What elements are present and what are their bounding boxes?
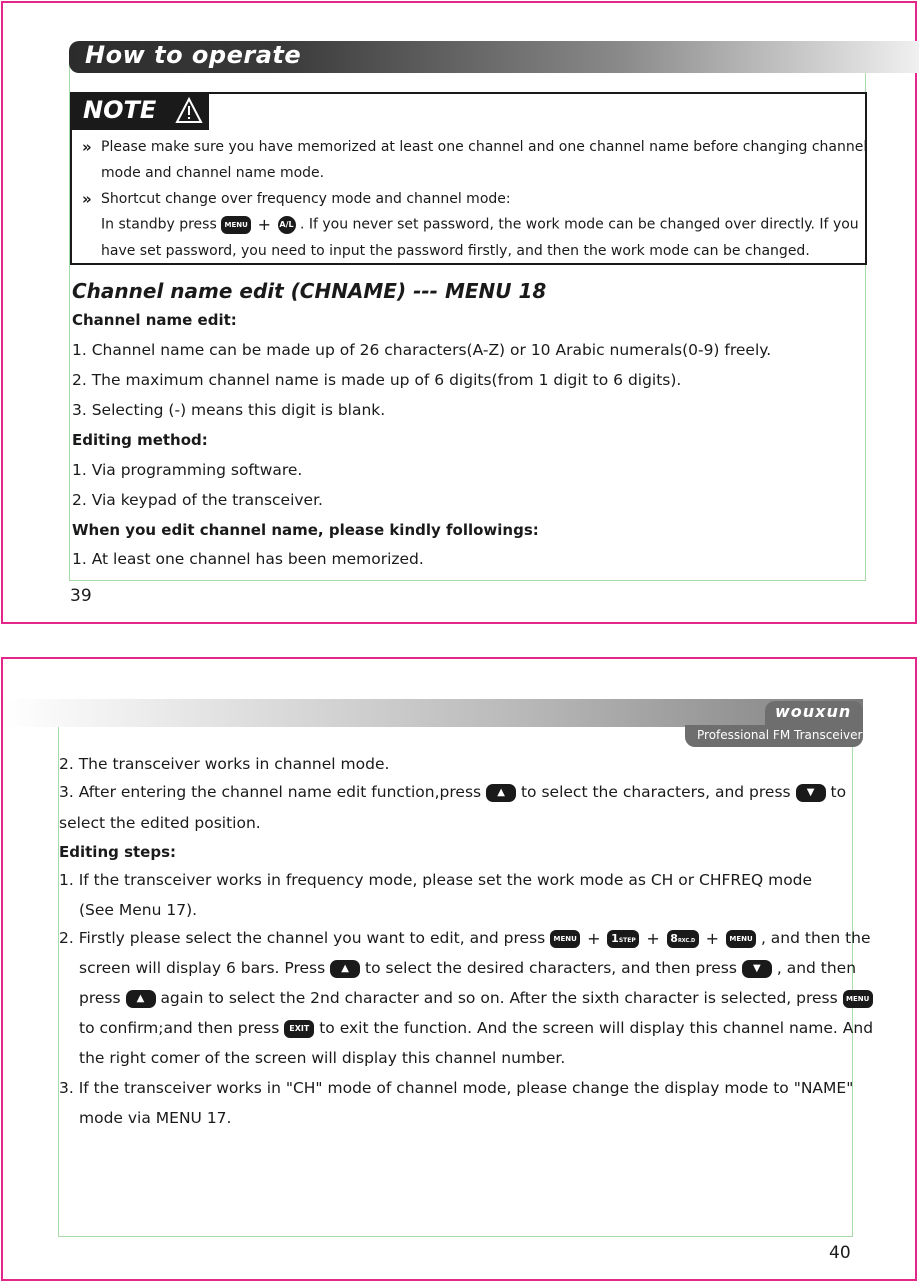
body-line-with-keys <box>59 929 871 948</box>
page-number: 39 <box>70 586 92 606</box>
body-text: to select the desired characters, and then press <box>365 959 737 977</box>
body-line: (See Menu 17). <box>79 901 198 919</box>
section-title: Channel name edit (CHNAME) --- MENU 18 <box>72 279 547 303</box>
exit-key-icon: EXIT <box>284 1020 314 1038</box>
down-arrow-key-icon: ▼ <box>742 960 772 978</box>
eight-rxcd-key-icon <box>667 930 699 948</box>
body-text: press <box>79 989 121 1007</box>
chevron-right-icon: » <box>82 190 92 208</box>
manual-page-39 <box>1 1 917 624</box>
note-line: have set password, you need to input the password firstly, and then the work mode can be changed. <box>101 243 810 259</box>
body-line: mode via MENU 17. <box>79 1109 232 1127</box>
body-line: 1. At least one channel has been memorized. <box>72 550 424 568</box>
body-line: 2. The maximum channel name is made up of 6 digits(from 1 digit to 6 digits). <box>72 371 682 389</box>
body-line-with-keys <box>59 783 846 802</box>
plus-sign: + <box>646 929 660 948</box>
body-text: , and then <box>776 959 857 977</box>
chevron-right-icon: » <box>82 138 92 156</box>
body-line: 1. Channel name can be made up of 26 characters(A-Z) or 10 Arabic numerals(0-9) freely. <box>72 341 772 359</box>
up-arrow-key-icon: ▲ <box>486 784 516 802</box>
plus-sign: + <box>257 215 272 234</box>
key-sub-label: STEP <box>618 936 636 944</box>
note-text: . If you never set password, the work mode can be changed over directly. If you <box>299 216 859 233</box>
up-arrow-key-icon: ▲ <box>330 960 360 978</box>
body-line: 1. If the transceiver works in frequency mode, please set the work mode as CH or CHFREQ mode <box>59 871 813 889</box>
body-text: screen will display 6 bars. Press <box>79 959 326 977</box>
body-text: again to select the 2nd character and so on. After the sixth character is selected, press <box>160 989 838 1007</box>
subheading: Editing method: <box>72 431 208 449</box>
subheading: Channel name edit: <box>72 311 237 329</box>
plus-sign: + <box>705 929 720 948</box>
menu-key-icon: MENU <box>550 930 580 948</box>
key-digit: 8 <box>670 931 678 945</box>
body-line-with-keys <box>79 1019 873 1038</box>
up-arrow-key-icon: ▲ <box>126 990 156 1008</box>
subheading: Editing steps: <box>59 843 177 861</box>
page-title: How to operate <box>85 41 302 69</box>
body-line: 2. Via keypad of the transceiver. <box>72 491 323 509</box>
warning-icon <box>175 97 203 125</box>
menu-key-icon: MENU <box>221 216 251 234</box>
note-line: Please make sure you have memorized at least one channel and one channel name before changing channel <box>101 139 868 155</box>
menu-key-icon: MENU <box>726 930 756 948</box>
subheading: When you edit channel name, please kindly followings: <box>72 521 539 539</box>
page-number: 40 <box>829 1243 851 1263</box>
body-text: to exit the function. And the screen will display this channel name. And <box>319 1019 874 1037</box>
brand-logo: wouxun <box>775 702 852 721</box>
key-sub-label: RXC.D <box>677 937 696 944</box>
note-line: Shortcut change over frequency mode and channel mode: <box>101 191 511 207</box>
body-line: 3. Selecting (-) means this digit is blank. <box>72 401 386 419</box>
note-label: NOTE <box>83 96 157 124</box>
body-text: 2. Firstly please select the channel you want to edit, and press <box>59 929 546 947</box>
body-line: the right comer of the screen will display this channel number. <box>79 1049 566 1067</box>
body-text: to <box>830 783 847 801</box>
key-digit: 1 <box>611 931 619 945</box>
note-box <box>70 92 867 265</box>
body-text: to select the characters, and press <box>520 783 791 801</box>
al-key-icon: A/L <box>278 216 296 234</box>
brand-tagline: Professional FM Transceiver <box>697 728 863 742</box>
one-step-key-icon <box>607 930 639 948</box>
manual-page-40 <box>1 657 917 1281</box>
body-line-with-keys <box>79 989 873 1008</box>
body-text: 3. After entering the channel name edit function,press <box>59 783 482 801</box>
note-line: mode and channel name mode. <box>101 165 325 181</box>
body-line: 3. If the transceiver works in "CH" mode of channel mode, please change the display mode to "NAME" <box>59 1079 854 1097</box>
note-text: In standby press <box>101 216 217 233</box>
body-line: select the edited position. <box>59 814 261 832</box>
note-line-with-keys <box>101 215 859 234</box>
plus-sign: + <box>587 929 601 948</box>
brand-badge <box>685 701 863 747</box>
body-line: 2. The transceiver works in channel mode. <box>59 755 390 773</box>
body-line-with-keys <box>79 959 856 978</box>
down-arrow-key-icon: ▼ <box>796 784 826 802</box>
body-line: 1. Via programming software. <box>72 461 303 479</box>
note-tag <box>72 94 209 130</box>
body-text: , and then the <box>760 929 871 947</box>
menu-key-icon: MENU <box>843 990 873 1008</box>
body-text: to confirm;and then press <box>79 1019 280 1037</box>
